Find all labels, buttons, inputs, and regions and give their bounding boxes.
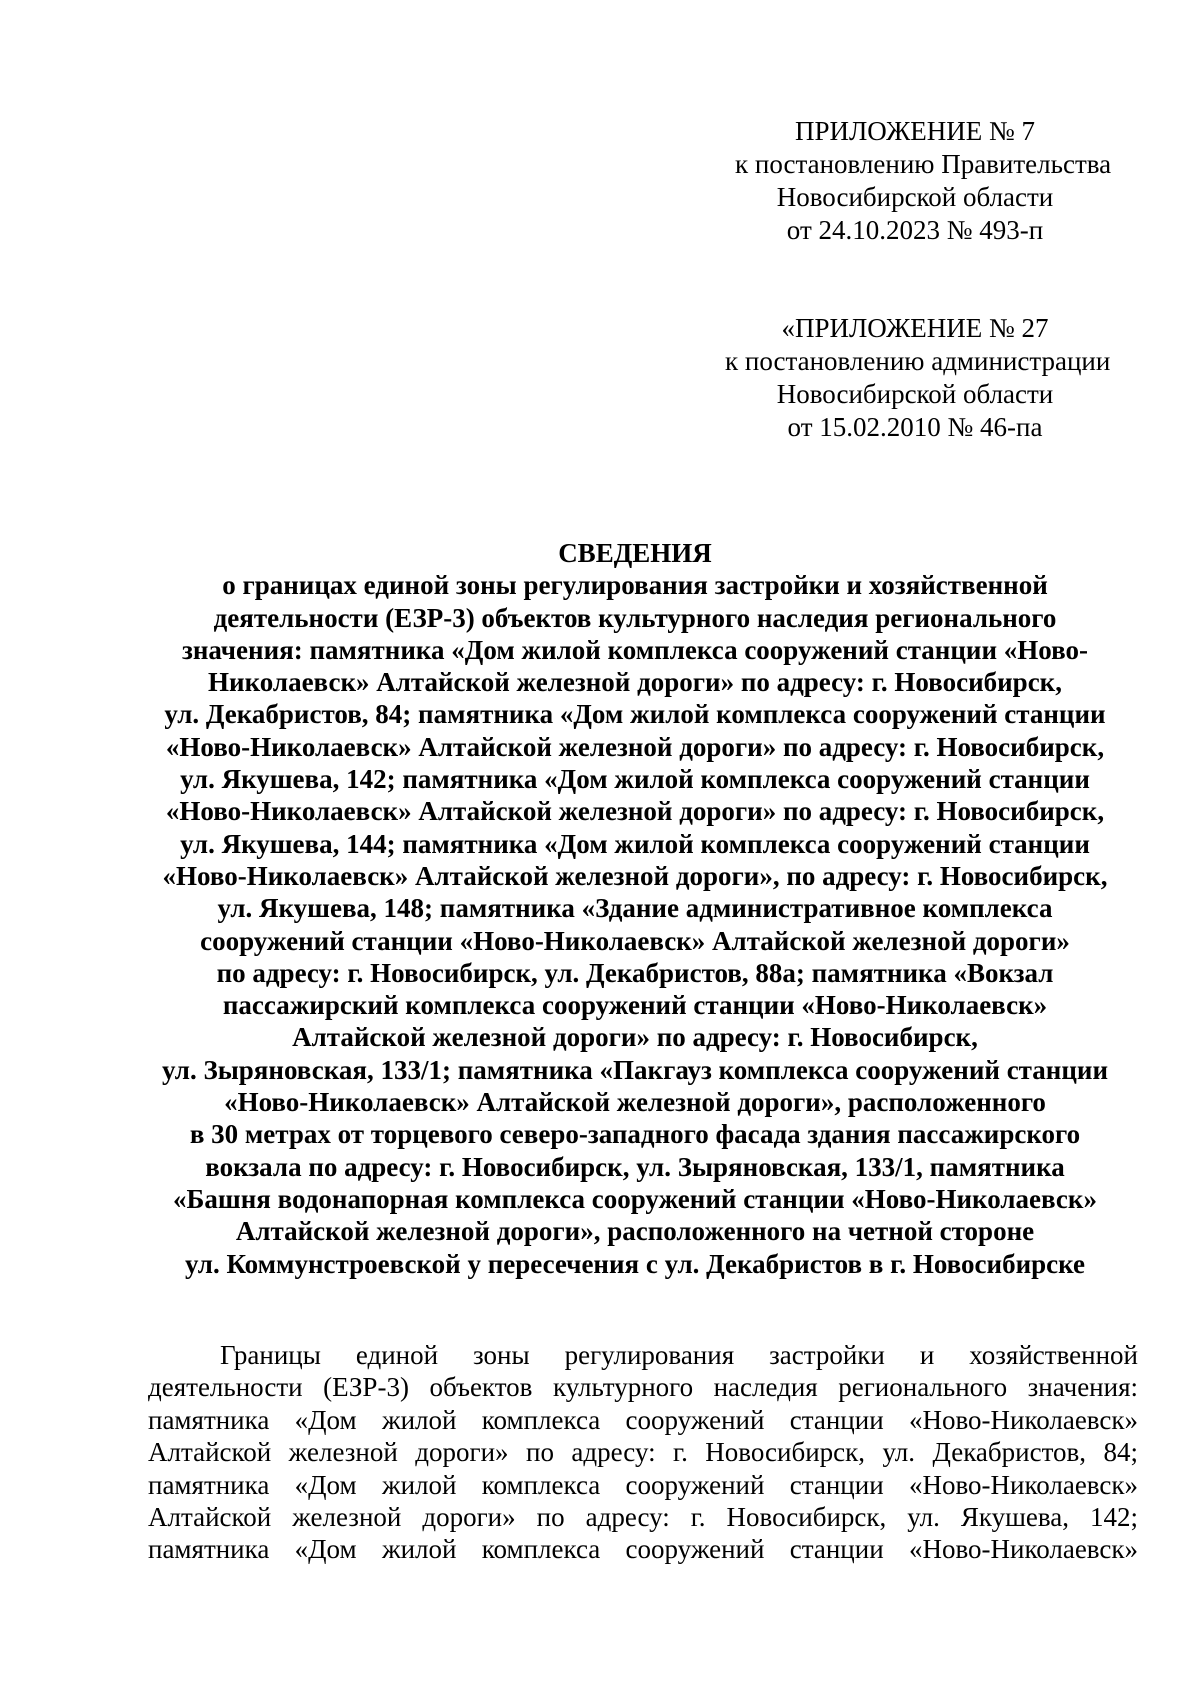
heading-line: Алтайской железной дороги», расположенного на четной стороне [235, 1216, 1035, 1247]
heading-line: деятельности (ЕЗР-3) объектов культурного наследия регионального [213, 602, 1057, 633]
heading-line: ул. Якушева, 142; памятника «Дом жилой комплекса сооружений станции [180, 764, 1090, 795]
heading-line: «Башня водонапорная комплекса сооружений станции «Ново-Николаевск» [173, 1183, 1097, 1214]
document-heading [140, 537, 1130, 1280]
heading-title: СВЕДЕНИЯ [558, 538, 712, 568]
heading-line: ул. Якушева, 144; памятника «Дом жилой комплекса сооружений станции [180, 828, 1090, 859]
heading-line: в 30 метрах от торцевого северо-западного фасада здания пассажирского [189, 1119, 1081, 1150]
heading-line: ул. Коммунстроевской у пересечения с ул. Декабристов в г. Новосибирске [184, 1248, 1086, 1279]
heading-line: значения: памятника «Дом жилой комплекса сооружений станции «Ново- [181, 634, 1089, 665]
body-line: памятника «Дом жилой комплекса сооружений станции «Ново-Николаевск» [148, 1404, 1138, 1435]
heading-line: Алтайской железной дороги» по адресу: г. Новосибирск, [292, 1022, 978, 1053]
heading-line: пассажирский комплекса сооружений станции «Ново-Николаевск» [222, 990, 1048, 1021]
appendix-7-line: Новосибирской области [776, 182, 1054, 212]
heading-line: сооружений станции «Ново-Николаевск» Алтайской железной дороги» [200, 925, 1070, 956]
appendix-7-block [735, 115, 1112, 247]
body-line: памятника «Дом жилой комплекса сооружений станции «Ново-Николаевск» [148, 1534, 1138, 1565]
heading-line: Николаевск» Алтайской железной дороги» по адресу: г. Новосибирск, [208, 667, 1062, 698]
heading-line: ул. Зыряновская, 133/1; памятника «Пакгауз комплекса сооружений станции [161, 1054, 1108, 1085]
appendix-7-date: от 24.10.2023 № 493-п [786, 215, 1044, 245]
appendix-27-date: от 15.02.2010 № 46-па [787, 412, 1043, 442]
appendix-27-title: «ПРИЛОЖЕНИЕ № 27 [781, 313, 1049, 343]
body-paragraph [148, 1339, 1138, 1566]
heading-line: «Ново-Николаевск» Алтайской железной дороги» по адресу: г. Новосибирск, [165, 731, 1105, 762]
heading-line: по адресу: г. Новосибирск, ул. Декабристов, 88а; памятника «Вокзал [216, 957, 1054, 988]
heading-line: «Ново-Николаевск» Алтайской железной дороги», расположенного [224, 1087, 1046, 1118]
body-line: Алтайской железной дороги» по адресу: г. Новосибирск, ул. Декабристов, 84; [148, 1437, 1138, 1468]
appendix-7-title: ПРИЛОЖЕНИЕ № 7 [794, 116, 1036, 146]
heading-line: «Ново-Николаевск» Алтайской железной дороги» по адресу: г. Новосибирск, [165, 796, 1105, 827]
heading-line: вокзала по адресу: г. Новосибирск, ул. Зыряновская, 133/1, памятника [205, 1151, 1065, 1182]
appendix-27-block [725, 312, 1111, 444]
body-line: памятника «Дом жилой комплекса сооружений станции «Ново-Николаевск» [148, 1469, 1138, 1500]
body-line: Алтайской железной дороги» по адресу: г. Новосибирск, ул. Якушева, 142; [148, 1502, 1138, 1533]
heading-line: ул. Якушева, 148; памятника «Здание административное комплекса [217, 893, 1053, 924]
appendix-27-line: к постановлению администрации [725, 346, 1111, 376]
heading-line: «Ново-Николаевск» Алтайской железной дороги», по адресу: г. Новосибирск, [162, 860, 1108, 891]
appendix-7-line: к постановлению Правительства [735, 149, 1112, 179]
body-line: деятельности (ЕЗР-3) объектов культурного наследия регионального значения: [148, 1372, 1138, 1403]
heading-line: ул. Декабристов, 84; памятника «Дом жилой комплекса сооружений станции [164, 699, 1106, 730]
body-line: Границы единой зоны регулирования застройки и хозяйственной [220, 1340, 1138, 1370]
heading-line: о границах единой зоны регулирования застройки и хозяйственной [222, 570, 1048, 601]
appendix-27-line: Новосибирской области [776, 379, 1054, 409]
